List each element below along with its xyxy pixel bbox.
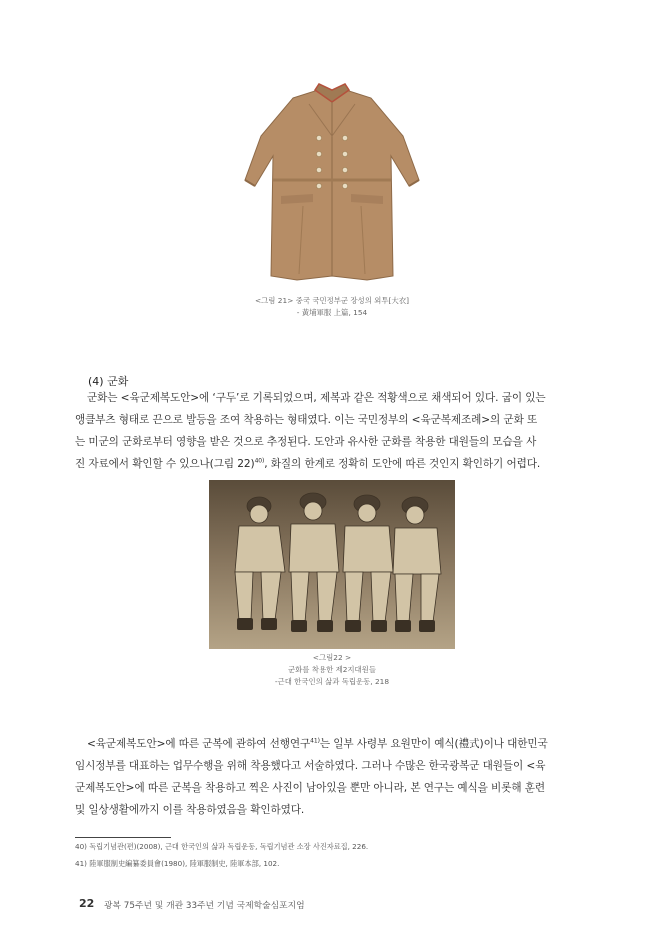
- paragraph-text: <육군제복도안>에 따른 군복에 관하여 선행연구: [87, 738, 311, 750]
- figure21-overcoat-photo: [233, 76, 431, 292]
- footnote-40: 40) 독립기념관(편)(2008), 근대 한국인의 삶과 독립운동, 독립기념관 소장 사진자료집, 226.: [75, 842, 369, 851]
- footnote-divider: [75, 837, 171, 838]
- paragraph-line: 군제복도안>에 따른 군복을 착용하고 찍은 사진이 남아있을 뿐만 아니라, 본 연구는 예식을 비롯해 훈련: [75, 782, 545, 794]
- paragraph-line: 임시정부를 대표하는 업무수행을 위해 착용했다고 서술하였다. 그러나 수많은 한국광복군 대원들이 <육: [75, 760, 546, 772]
- paragraph-uniform-usage: [75, 733, 587, 821]
- figure21-source: - 黃埔軍服 上篇, 154: [296, 308, 368, 317]
- paragraph-line: 군화는 <육군제복도안>에 ‘구두’로 기록되었으며, 제복과 같은 적황색으로 채색되어 있다. 굽이 있는: [87, 392, 546, 404]
- paragraph-text: , 화질의 한계로 정확히 도안에 따른 것인지 확인하기 어렵다.: [264, 458, 541, 470]
- section-heading: (4) 군화: [88, 375, 129, 388]
- page-number: 22: [79, 897, 95, 910]
- figure22-source: -근대 한국인의 삶과 독립운동, 218: [274, 677, 390, 686]
- running-title: 광복 75주년 및 개관 33주년 기념 국제학술심포지엄: [104, 901, 305, 911]
- paragraph-line: 앵클부츠 형태로 끈으로 발등을 조여 착용하는 형태였다. 이는 국민정부의 <육군복제조례>의 군화 또: [75, 414, 538, 426]
- paragraph-line: [75, 453, 587, 475]
- footnote-ref: 41): [310, 737, 320, 745]
- figure22-group-photo: [209, 480, 455, 649]
- figure22-label: <그림22 >: [312, 653, 352, 662]
- paragraph-line: [75, 733, 587, 755]
- paragraph-line: 및 일상생활에까지 이를 착용하였음을 확인하였다.: [75, 804, 305, 816]
- figure22-caption: 군화를 착용한 제2지대원들: [288, 665, 376, 674]
- figure21-caption: <그림 21> 중국 국민정부군 장성의 외투[大衣]: [254, 296, 410, 305]
- paragraph-text: 는 일부 사령부 요원만이 예식(禮式)이나 대한민국: [319, 738, 548, 750]
- footnote-41: 41) 陸軍服制史編纂委員會(1980), 陸軍服制史, 陸軍本部, 102.: [75, 859, 280, 868]
- paragraph-line: 는 미군의 군화로부터 영향을 받은 것으로 추정된다. 도안과 유사한 군화를 착용한 대원들의 모습을 사: [75, 436, 537, 448]
- footnote-ref: 40): [254, 457, 265, 465]
- paragraph-boots: [75, 387, 587, 475]
- paragraph-text: 진 자료에서 확인할 수 있으나(그림 22): [75, 458, 255, 470]
